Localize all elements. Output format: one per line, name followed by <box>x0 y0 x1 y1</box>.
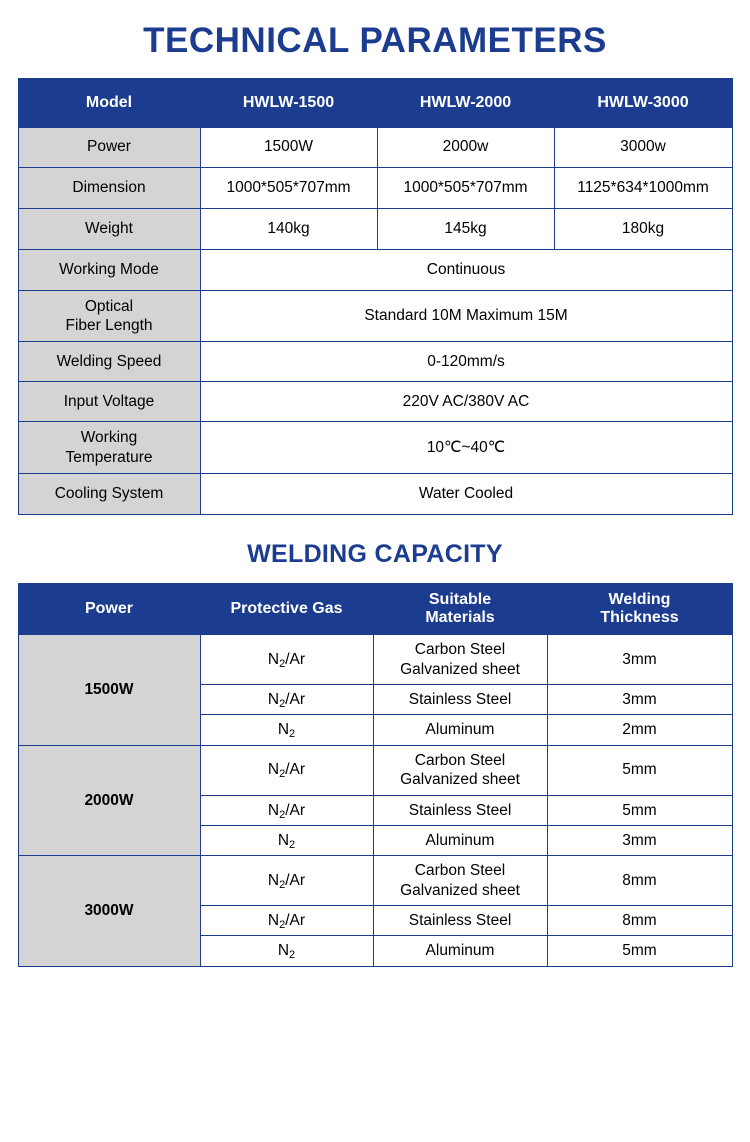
gas-sub: 2 <box>279 878 286 891</box>
col-header-hwlw-2000: HWLW-2000 <box>377 78 554 127</box>
row-label-cooling-system: Cooling System <box>18 474 200 515</box>
row-label-line2: Temperature <box>65 448 153 466</box>
table-row <box>18 249 732 290</box>
cell-thickness: 3mm <box>547 635 732 685</box>
gas-sub: 2 <box>289 838 296 851</box>
cell-thickness: 5mm <box>547 795 732 825</box>
cell-thickness: 3mm <box>547 825 732 855</box>
cell-thickness: 2mm <box>547 715 732 745</box>
cell-cooling-system: Water Cooled <box>200 474 732 515</box>
cell-power-2000: 2000w <box>377 127 554 167</box>
cell-weight-1500: 140kg <box>200 208 377 249</box>
cell-dimension-2000: 1000*505*707mm <box>377 167 554 208</box>
gas-tail: /Ar <box>285 801 306 819</box>
cell-gas <box>200 715 373 745</box>
gas-main: N <box>277 831 290 849</box>
spec-sheet-page <box>0 22 750 1142</box>
cell-working-mode: Continuous <box>200 249 732 290</box>
table-row <box>18 382 732 422</box>
cell-power-1500: 1500W <box>200 127 377 167</box>
cell-gas <box>200 936 373 966</box>
gas-sub: 2 <box>279 919 286 932</box>
welding-capacity-title: WELDING CAPACITY <box>247 540 503 568</box>
table-header-row <box>18 583 732 635</box>
row-label-working-mode: Working Mode <box>18 249 200 290</box>
gas-sub: 2 <box>279 768 286 781</box>
cell-gas <box>200 906 373 936</box>
row-label-weight: Weight <box>18 208 200 249</box>
cell-working-temperature: 10℃~40℃ <box>200 422 732 474</box>
gas-main: N <box>277 942 290 960</box>
table-row <box>18 745 732 795</box>
cell-dimension-3000: 1125*634*1000mm <box>554 167 732 208</box>
gas-main: N <box>267 912 280 930</box>
gas-sub: 2 <box>289 949 296 962</box>
gas-main: N <box>267 650 280 668</box>
col-header-line2: Materials <box>425 608 495 626</box>
gas-sub: 2 <box>279 657 286 670</box>
gas-tail: /Ar <box>285 912 306 930</box>
gas-main: N <box>267 871 280 889</box>
row-label-line1: Optical <box>84 297 134 315</box>
gas-tail: /Ar <box>285 691 306 709</box>
row-label-input-voltage: Input Voltage <box>18 382 200 422</box>
cell-power-group-1500: 1500W <box>18 635 200 746</box>
cell-thickness: 3mm <box>547 685 732 715</box>
gas-sub: 2 <box>279 698 286 711</box>
cell-gas <box>200 635 373 685</box>
cell-weight-2000: 145kg <box>377 208 554 249</box>
gas-sub: 2 <box>289 728 296 741</box>
row-label-power: Power <box>18 127 200 167</box>
technical-parameters-title: TECHNICAL PARAMETERS <box>143 21 607 60</box>
cell-optical-fiber-length: Standard 10M Maximum 15M <box>200 290 732 342</box>
col-header-welding-thickness <box>547 583 732 635</box>
col-header-protective-gas: Protective Gas <box>200 583 373 635</box>
cell-gas <box>200 825 373 855</box>
row-label-working-temperature <box>18 422 200 474</box>
table-row <box>18 856 732 906</box>
col-header-model: Model <box>18 78 200 127</box>
gas-tail: /Ar <box>285 650 306 668</box>
row-label-line2: Fiber Length <box>65 316 153 334</box>
cell-gas <box>200 745 373 795</box>
gas-tail: /Ar <box>285 871 306 889</box>
gas-main: N <box>267 801 280 819</box>
material-line1: Carbon Steel <box>414 751 506 769</box>
gas-sub: 2 <box>279 808 286 821</box>
gas-main: N <box>277 721 290 739</box>
col-header-line1: Suitable <box>428 590 492 608</box>
material-line2: Galvanized sheet <box>400 771 520 789</box>
col-header-hwlw-3000: HWLW-3000 <box>554 78 732 127</box>
table-row <box>18 342 732 382</box>
cell-gas <box>200 685 373 715</box>
cell-power-3000: 3000w <box>554 127 732 167</box>
cell-material <box>373 635 547 685</box>
cell-input-voltage: 220V AC/380V AC <box>200 382 732 422</box>
cell-dimension-1500: 1000*505*707mm <box>200 167 377 208</box>
table-row <box>18 635 732 685</box>
col-header-line1: Welding <box>608 590 671 608</box>
col-header-power: Power <box>18 583 200 635</box>
cell-thickness: 5mm <box>547 745 732 795</box>
cell-weight-3000: 180kg <box>554 208 732 249</box>
cell-material: Aluminum <box>373 825 547 855</box>
row-label-dimension: Dimension <box>18 167 200 208</box>
cell-power-group-2000: 2000W <box>18 745 200 856</box>
material-line1: Carbon Steel <box>414 641 506 659</box>
table-row <box>18 474 732 515</box>
cell-power-group-3000: 3000W <box>18 856 200 967</box>
cell-gas <box>200 856 373 906</box>
gas-main: N <box>267 691 280 709</box>
table-row <box>18 422 732 474</box>
cell-material: Stainless Steel <box>373 795 547 825</box>
table-row <box>18 208 732 249</box>
technical-parameters-table <box>18 78 733 516</box>
welding-capacity-table <box>18 583 733 967</box>
cell-material: Stainless Steel <box>373 685 547 715</box>
cell-material <box>373 745 547 795</box>
cell-thickness: 8mm <box>547 906 732 936</box>
cell-material: Aluminum <box>373 715 547 745</box>
row-label-line1: Working <box>80 429 138 447</box>
material-line1: Carbon Steel <box>414 862 506 880</box>
cell-material: Aluminum <box>373 936 547 966</box>
cell-thickness: 5mm <box>547 936 732 966</box>
material-line2: Galvanized sheet <box>400 881 520 899</box>
col-header-suitable-materials <box>373 583 547 635</box>
col-header-line2: Thickness <box>600 608 679 626</box>
row-label-welding-speed: Welding Speed <box>18 342 200 382</box>
table-row <box>18 167 732 208</box>
material-line2: Galvanized sheet <box>400 660 520 678</box>
cell-thickness: 8mm <box>547 856 732 906</box>
table-row <box>18 127 732 167</box>
cell-welding-speed: 0-120mm/s <box>200 342 732 382</box>
table-row <box>18 290 732 342</box>
cell-material: Stainless Steel <box>373 906 547 936</box>
cell-gas <box>200 795 373 825</box>
cell-material <box>373 856 547 906</box>
row-label-optical-fiber-length <box>18 290 200 342</box>
table-header-row <box>18 78 732 127</box>
col-header-hwlw-1500: HWLW-1500 <box>200 78 377 127</box>
gas-main: N <box>267 761 280 779</box>
gas-tail: /Ar <box>285 761 306 779</box>
